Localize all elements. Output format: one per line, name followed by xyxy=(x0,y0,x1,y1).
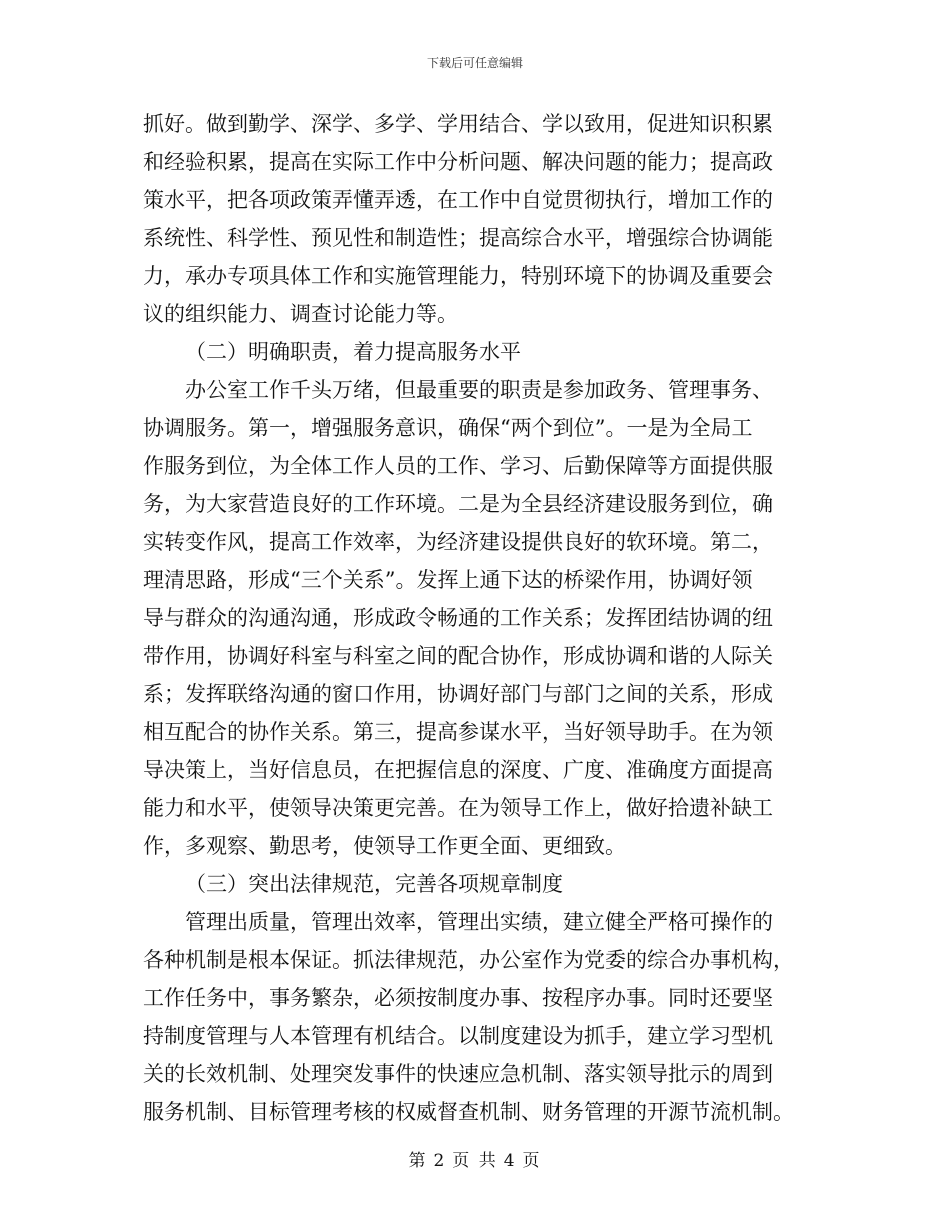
text-line: 理清思路，形成“三个关系”。发挥上通下达的桥梁作用，协调好领 xyxy=(143,568,753,592)
text-line: 办公室工作千头万绪，但最重要的职责是参加政务、管理事务、 xyxy=(185,378,773,402)
document-body xyxy=(143,105,810,1131)
text-line: 工作任务中，事务繁杂，必须按制度办事、按程序办事。同时还要坚 xyxy=(143,986,773,1010)
text-line: 协调服务。第一，增强服务意识，确保“两个到位”。一是为全局工 xyxy=(143,416,753,440)
text-line: 带作用，协调好科室与科室之间的配合协作，形成协调和谐的人际关 xyxy=(143,644,773,668)
text-line: 各种机制是根本保证。抓法律规范，办公室作为党委的综合办事机构， xyxy=(143,948,794,972)
text-line: 实转变作风，提高工作效率，为经济建设提供良好的软环境。第二， xyxy=(143,530,773,554)
text-line: 议的组织能力、调查讨论能力等。 xyxy=(143,302,458,326)
text-line: 抓好。做到勤学、深学、多学、学用结合、学以致用，促进知识积累 xyxy=(143,112,773,136)
footer-prefix: 第 xyxy=(408,1151,428,1171)
text-line: 持制度管理与人本管理有机结合。以制度建设为抓手，建立学习型机 xyxy=(143,1024,773,1048)
section-heading-2: （二）明确职责，着力提高服务水平 xyxy=(185,340,521,364)
page-header: 下载后可任意编辑 xyxy=(426,56,523,70)
text-line: 导与群众的沟通沟通，形成政令畅通的工作关系；发挥团结协调的纽 xyxy=(143,606,773,630)
page-footer xyxy=(0,1146,950,1171)
text-line: 系统性、科学性、预见性和制造性；提高综合水平，增强综合协调能 xyxy=(143,226,773,250)
footer-suffix: 页 xyxy=(522,1151,542,1171)
text-line: 策水平，把各项政策弄懂弄透，在工作中自觉贯彻执行，增加工作的 xyxy=(143,188,773,212)
text-line: 管理出质量，管理出效率，管理出实绩，建立健全严格可操作的 xyxy=(185,910,773,934)
section-heading-3: （三）突出法律规范，完善各项规章制度 xyxy=(185,872,563,896)
text-line: 导决策上，当好信息员，在把握信息的深度、广度、准确度方面提高 xyxy=(143,758,773,782)
text-line: 作，多观察、勤思考，使领导工作更全面、更细致。 xyxy=(143,834,626,858)
text-line: 务，为大家营造良好的工作环境。二是为全县经济建设服务到位，确 xyxy=(143,492,773,516)
text-line: 能力和水平，使领导决策更完善。在为领导工作上，做好拾遗补缺工 xyxy=(143,796,773,820)
text-line: 服务机制、目标管理考核的权威督查机制、财务管理的开源节流机制。 xyxy=(143,1100,794,1124)
page-number: 2 xyxy=(433,1151,447,1171)
total-pages: 4 xyxy=(503,1151,517,1171)
footer-middle: 页 共 xyxy=(452,1151,498,1171)
text-line: 系；发挥联络沟通的窗口作用，协调好部门与部门之间的关系，形成 xyxy=(143,682,773,706)
text-line: 作服务到位，为全体工作人员的工作、学习、后勤保障等方面提供服 xyxy=(143,454,773,478)
text-line: 和经验积累，提高在实际工作中分析问题、解决问题的能力；提高政 xyxy=(143,150,773,174)
text-line: 力，承办专项具体工作和实施管理能力，特别环境下的协调及重要会 xyxy=(143,264,773,288)
text-line: 相互配合的协作关系。第三，提高参谋水平，当好领导助手。在为领 xyxy=(143,720,773,744)
text-line: 关的长效机制、处理突发事件的快速应急机制、落实领导批示的周到 xyxy=(143,1062,773,1086)
